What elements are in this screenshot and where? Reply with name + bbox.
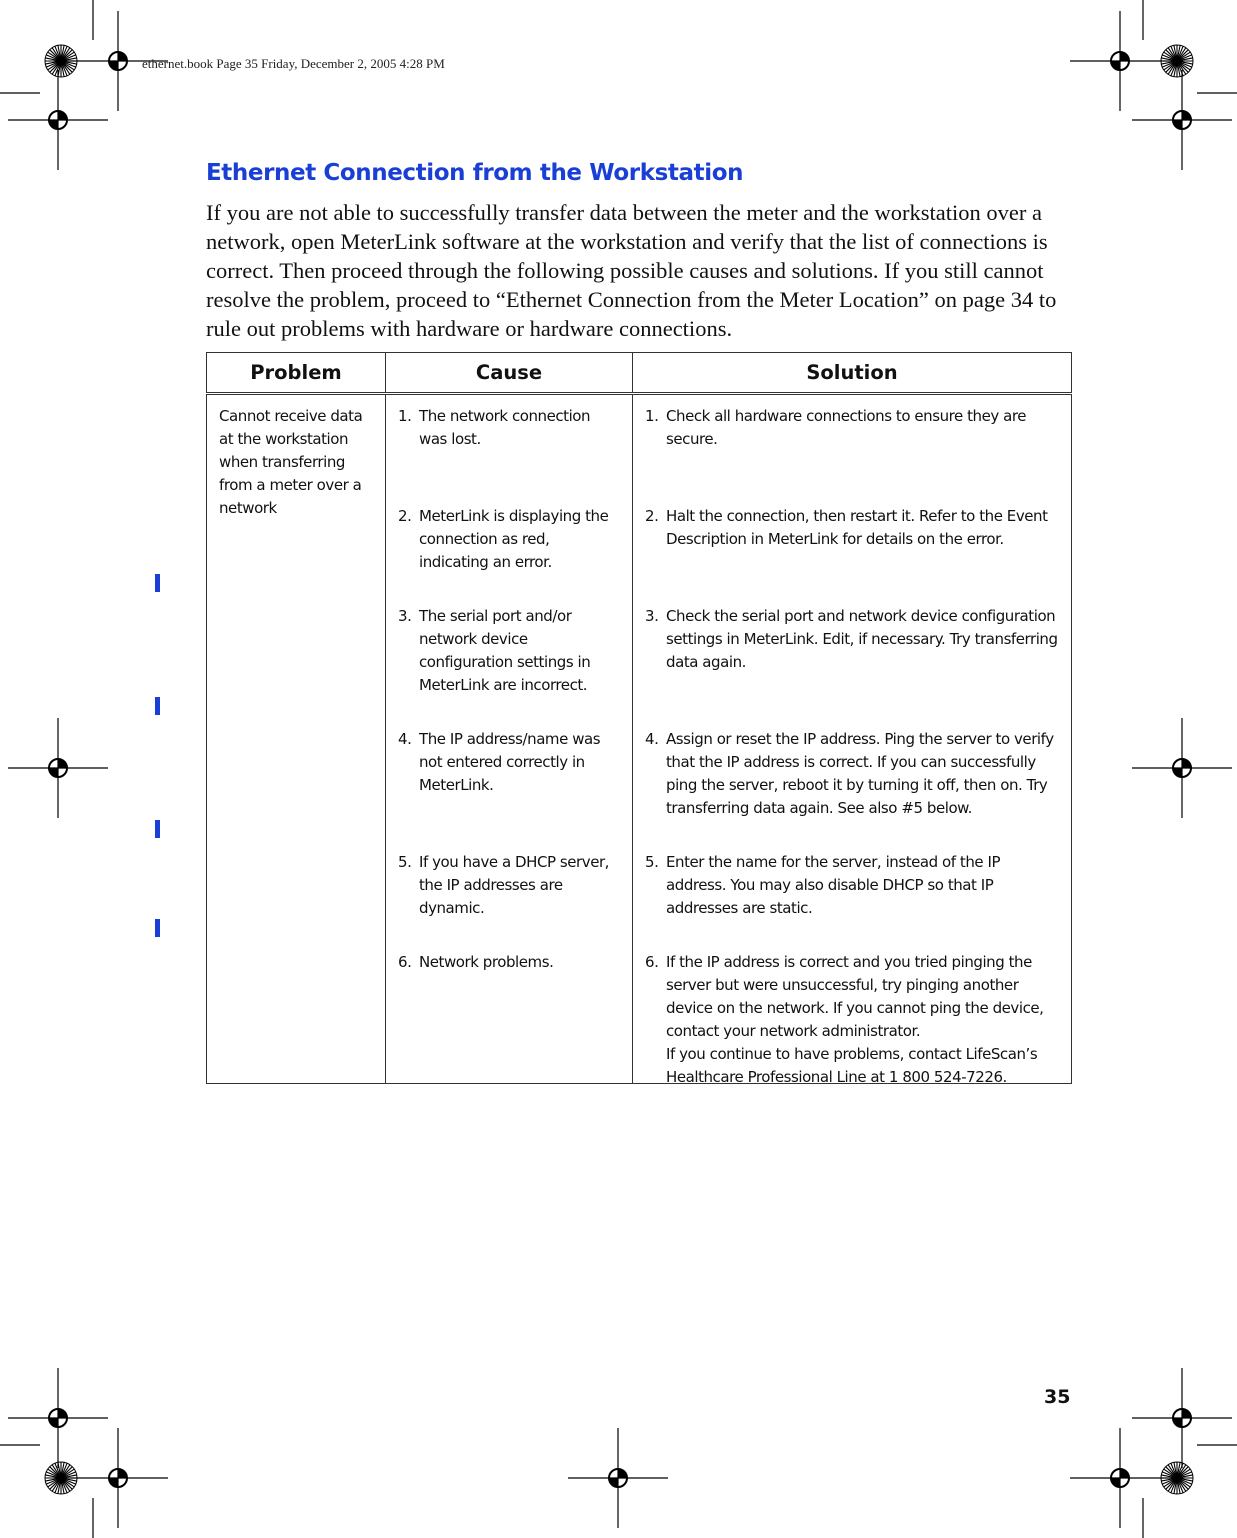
solution-item — [645, 405, 1061, 505]
table-row — [207, 394, 1072, 1084]
item-number: 2. — [398, 507, 412, 525]
change-bar — [155, 697, 160, 715]
cause-cell — [386, 394, 633, 1084]
troubleshooting-table — [206, 352, 1072, 1084]
solution-item — [645, 605, 1061, 728]
intro-paragraph: If you are not able to successfully transfer data between the meter and the workstation over a network, open MeterLink software at the workstation and verify that the list of connections is correct. Then proceed through the following possible causes and solutions. If you still cannot resolve the problem, proceed to “Ethernet Connection from the Meter Location” on page 34 to rule out problems with hardware or hardware connections. — [206, 200, 1057, 341]
cause-item — [398, 951, 622, 1083]
cause-text: The IP address/name was not entered correctly in MeterLink. — [419, 730, 601, 794]
cause-item — [398, 405, 622, 505]
solution-cell — [633, 394, 1072, 1084]
item-number: 2. — [645, 507, 659, 525]
change-bar — [155, 919, 160, 937]
solution-text: Check the serial port and network device configuration settings in MeterLink. Edit, if necessary. Try transferring data again. — [666, 607, 1058, 671]
item-number: 4. — [645, 730, 659, 748]
solution-text: Check all hardware connections to ensure they are secure. — [666, 407, 1027, 448]
cause-text: The network connection was lost. — [419, 407, 591, 448]
cause-text: Network problems. — [419, 953, 554, 971]
solution-item — [645, 728, 1061, 851]
solution-item — [645, 951, 1061, 1086]
solution-extra-text: If you continue to have problems, contact LifeScan’s Healthcare Professional Line at 1 800 524-7226. — [666, 1045, 1038, 1086]
header-solution: Solution — [633, 353, 1072, 394]
cause-item — [398, 505, 622, 605]
change-bar — [155, 820, 160, 838]
item-number: 5. — [645, 853, 659, 871]
cause-text: The serial port and/or network device configuration settings in MeterLink are incorrect. — [419, 607, 591, 694]
item-number: 6. — [645, 953, 659, 971]
problem-cell — [207, 394, 386, 1084]
solution-text-block — [666, 951, 1061, 1086]
solution-item — [645, 505, 1061, 605]
cause-item — [398, 605, 622, 728]
solution-item — [645, 851, 1061, 951]
solution-text: Halt the connection, then restart it. Refer to the Event Description in MeterLink for details on the error. — [666, 507, 1048, 548]
solution-text: Enter the name for the server, instead of the IP address. You may also disable DHCP so that IP addresses are static. — [666, 853, 1001, 917]
print-slug: ethernet.book Page 35 Friday, December 2, 2005 4:28 PM — [142, 56, 445, 71]
solution-text: Assign or reset the IP address. Ping the server to verify that the IP address is correct. If you can successfully ping the server, reboot it by turning it off, then on. Try transferring data again. See also #5 below. — [666, 730, 1054, 817]
cause-list — [386, 395, 632, 1083]
section-title: Ethernet Connection from the Workstation — [206, 160, 744, 186]
header-problem: Problem — [207, 353, 386, 394]
item-number: 3. — [398, 607, 412, 625]
item-number: 1. — [645, 407, 659, 425]
item-number: 1. — [398, 407, 412, 425]
item-number: 5. — [398, 853, 412, 871]
solution-list — [633, 395, 1071, 1086]
cause-item — [398, 728, 622, 851]
item-number: 6. — [398, 953, 412, 971]
item-number: 3. — [645, 607, 659, 625]
header-cause: Cause — [386, 353, 633, 394]
problem-text: Cannot receive data at the workstation when transferring from a meter over a network — [219, 407, 363, 517]
page-number: 35 — [1044, 1386, 1071, 1408]
change-bar — [155, 574, 160, 592]
cause-item — [398, 851, 622, 951]
table-header-row — [207, 353, 1072, 394]
item-number: 4. — [398, 730, 412, 748]
solution-text: If the IP address is correct and you tried pinging the server but were unsuccessful, try pinging another device on the network. If you cannot ping the device, contact your network administrator. — [666, 953, 1044, 1040]
cause-text: MeterLink is displaying the connection as red, indicating an error. — [419, 507, 609, 571]
cause-text: If you have a DHCP server, the IP addresses are dynamic. — [419, 853, 610, 917]
